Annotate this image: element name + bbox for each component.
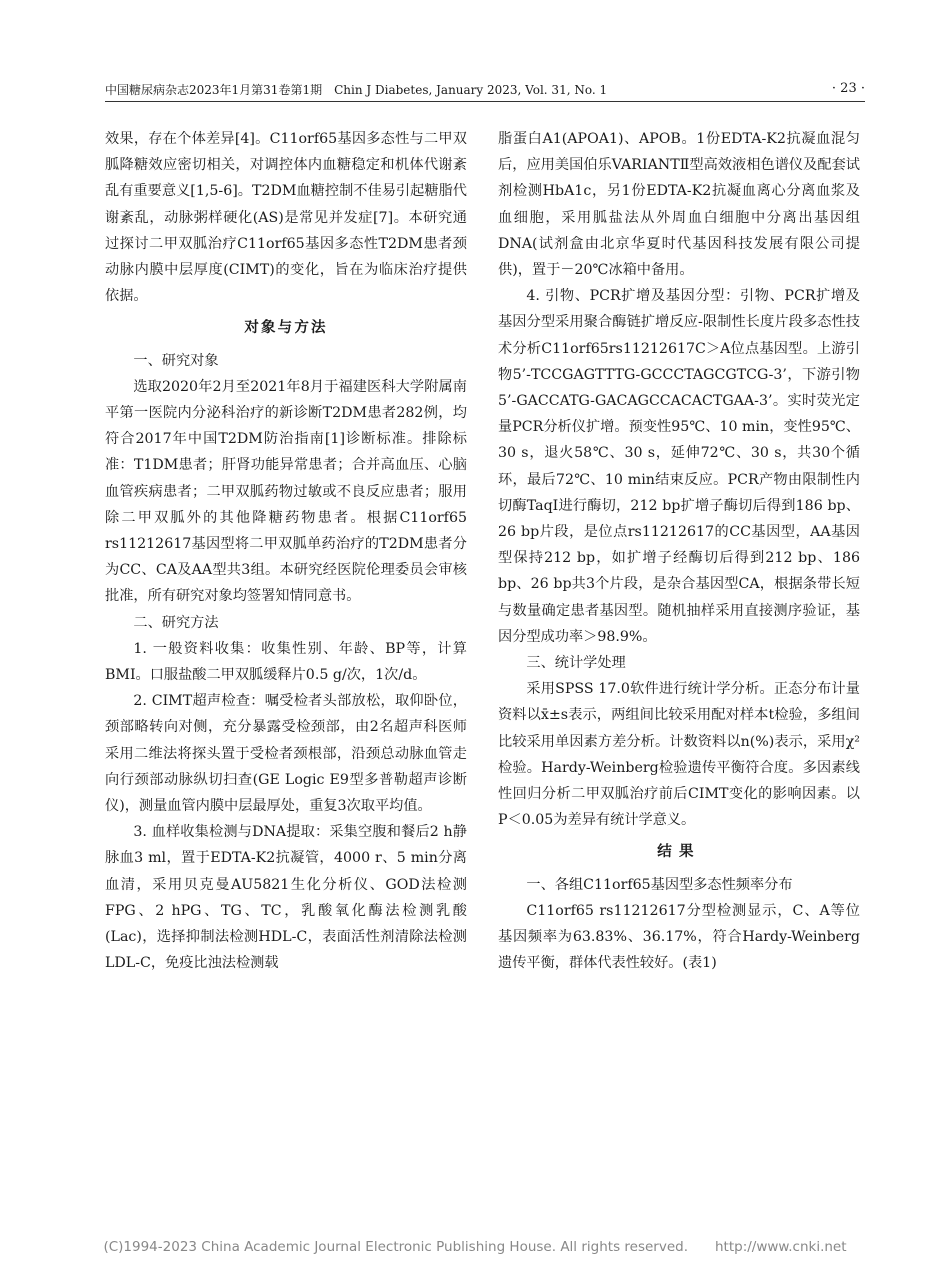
stats-heading: 三、统计学处理 <box>526 655 626 672</box>
journal-citation: 中国糖尿病杂志2023年1月第31卷第1期 Chin J Diabetes, January 2023, Vol. 31, No. 1 <box>105 83 608 97</box>
method-blood-sample-continued: 脂蛋白A1(APOA1)、APOB。1份EDTA-K2抗凝血混匀后，应用美国伯乐VARIANTⅡ型高效液相色谱仪及配套试剂检测HbA1c，另1份EDTA-K2抗凝血离心分离血浆及血细胞，采用胍盐法从外周血白细胞中分离出基因组DNA(试剂盒由北京华夏时代基因科技发展有限公司提供)，置于－20℃冰箱中备用。 <box>498 131 860 279</box>
method-blood-sample: 3. 血样收集检测与DNA提取：采集空腹和餐后2 h静脉血3 ml，置于EDTA-K2抗凝管，4000 r、5 min分离血清，采用贝克曼AU5821生化分析仪、GOD法检测FPG、2 hPG、TG、TC，乳酸氧化酶法检测乳酸(Lac)，选择抑制法检测HDL-C，表面活性剂清除法检测LDL-C，免疫比浊法检测载 <box>105 824 467 972</box>
method-cimt-ultrasound: 2. CIMT超声检查：嘱受检者头部放松，取仰卧位，颈部略转向对侧，充分暴露受检颈部，由2名超声科医师采用二维法将探头置于受检者颈根部，沿颈总动脉血管走向行颈部动脉纵切扫查(GE Logic E9型多普勒超声诊断仪)，测量血管内膜中层最厚处，重复3次取平均值。 <box>105 693 467 815</box>
right-column <box>498 126 860 977</box>
subjects-heading: 一、研究对象 <box>133 352 219 369</box>
results-paragraph: C11orf65 rs11212617分型检测显示，C、A等位基因频率为63.83%、36.17%，符合Hardy-Weinberg遗传平衡，群体代表性较好。(表1) <box>498 902 860 972</box>
results-heading: 一、各组C11orf65基因型多态性频率分布 <box>526 876 793 893</box>
methods-heading: 二、研究方法 <box>133 614 219 631</box>
intro-paragraph: 效果，存在个体差异[4]。C11orf65基因多态性与二甲双胍降糖效应密切相关，对调控体内血糖稳定和机体代谢紊乱有重要意义[1,5-6]。T2DM血糖控制不佳易引起糖脂代谢紊乱，动脉粥样硬化(AS)是常见并发症[7]。本研究通过探讨二甲双胍治疗C11orf65基因多态性T2DM患者颈动脉内膜中层厚度(CIMT)的变化，旨在为临床治疗提供依据。 <box>105 131 467 305</box>
running-header <box>105 81 865 103</box>
left-column <box>105 126 467 977</box>
method-pcr-genotyping: 4. 引物、PCR扩增及基因分型：引物、PCR扩增及基因分型采用聚合酶链扩增反应-限制性长度片段多态性技术分析C11orf65rs11212617C＞A位点基因型。上游引物5’-TCCGAGTTTG-GCCCTAGCGTCG-3’，下游引物5’-GACCATG-GACAGCCACACTGAA-3’。实时荧光定量PCR分析仪扩增。预变性95℃、10 min，变性95℃、30 s，退火58℃、30 s，延伸72℃、30 s，共30个循环，最后72℃、10 min结束反应。PCR产物由限制性内切酶TaqI进行酶切，212 bp扩增子酶切后得到186 bp、26 bp片段，是位点rs11212617的CC基因型，AA基因型保持212 bp，如扩增子经酶切后得到212 bp、186 bp、26 bp共3个片段，是杂合基因型CA，根据条带长短与数量确定患者基因型。随机抽样采用直接测序验证，基因分型成功率＞98.9%。 <box>498 288 860 645</box>
header-rule <box>105 101 865 102</box>
methods-section-title: 对象与方法 <box>244 319 328 337</box>
subjects-paragraph: 选取2020年2月至2021年8月于福建医科大学附属南平第一医院内分泌科治疗的新诊断T2DM患者282例，均符合2017年中国T2DM防治指南[1]诊断标准。排除标准：T1DM患者；肝肾功能异常患者；合并高血压、心脑血管疾病患者；二甲双胍药物过敏或不良反应患者；服用除二甲双胍外的其他降糖药物患者。根据C11orf65 rs11212617基因型将二甲双胍单药治疗的T2DM患者分为CC、CA及AA型共3组。本研究经医院伦理委员会审核批准，所有研究对象均签署知情同意书。 <box>105 378 467 605</box>
stats-paragraph: 采用SPSS 17.0软件进行统计学分析。正态分布计量资料以x̄±s表示，两组间比较采用配对样本t检验，多组间比较采用单因素方差分析。计数资料以n(%)表示，采用χ²检验。Hardy-Weinberg检验遗传平衡符合度。多因素线性回归分析二甲双胍治疗前后CIMT变化的影响因素。以P＜0.05为差异有统计学意义。 <box>498 681 860 829</box>
page-number: · 23 · <box>831 81 865 96</box>
method-general-info: 1. 一般资料收集：收集性别、年龄、BP等，计算BMI。口服盐酸二甲双胍缓释片0.5 g/次，1次/d。 <box>105 640 467 684</box>
results-section-title: 结果 <box>657 843 701 861</box>
copyright-footer: (C)1994-2023 China Academic Journal Electronic Publishing House. All rights reserved. http://www.cnki.net <box>103 1239 847 1255</box>
